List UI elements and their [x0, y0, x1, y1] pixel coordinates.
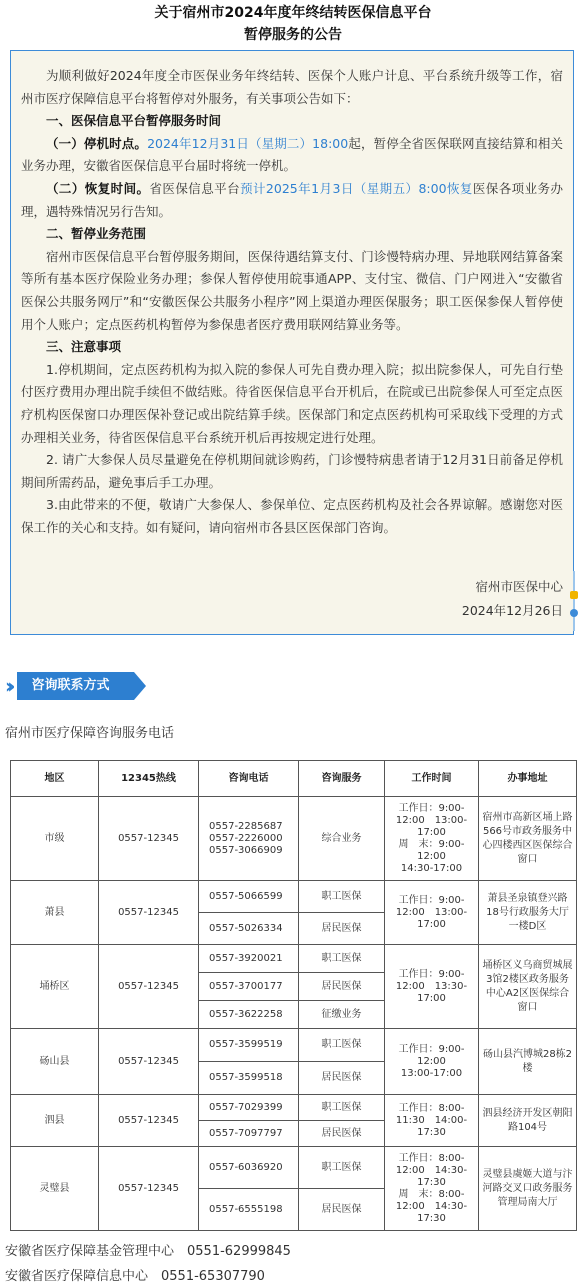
- hours-line: 12:00 13:30-: [395, 980, 468, 992]
- consult-section-header: [5, 672, 134, 700]
- address-cell: 泗县经济开发区朝阳路104号: [479, 1095, 577, 1147]
- resume-pre: 省医保信息平台: [149, 180, 241, 196]
- service-cell: 居民医保: [299, 1189, 385, 1231]
- address-cell: 灵璧县虞姬大道与汴河路交叉口政务服务管理局南大厅: [479, 1147, 577, 1231]
- hours-cell: [385, 1147, 479, 1231]
- hours-line: 工作日：9:00-: [398, 894, 465, 906]
- hours-line: 工作日：9:00-: [398, 1043, 465, 1055]
- double-chevron-right-icon: ››: [5, 674, 10, 698]
- hours-line: 17:00: [417, 826, 446, 838]
- consult-subtitle: 宿州市医疗保障咨询服务电话: [5, 726, 175, 741]
- address-cell: 萧县圣泉镇登兴路18号行政服务大厅一楼D区: [479, 881, 577, 945]
- service-cell: 职工医保: [299, 1147, 385, 1189]
- table-row: [11, 797, 577, 881]
- service-cell: 综合业务: [299, 797, 385, 881]
- notice-title-line2: 暂停服务的公告: [244, 27, 342, 43]
- service-cell: 居民医保: [299, 913, 385, 945]
- hours-cell: [385, 1095, 479, 1147]
- table-row: [11, 945, 577, 973]
- signature-org: 宿州市医保中心: [475, 579, 563, 594]
- service-cell: 居民医保: [299, 1121, 385, 1147]
- phone-cell[interactable]: 0557-6036920: [199, 1147, 299, 1189]
- hours-line: 12:00: [417, 1055, 446, 1067]
- service-cell: 职工医保: [299, 1095, 385, 1121]
- region-cell: 泗县: [11, 1095, 99, 1147]
- hours-cell: [385, 797, 479, 881]
- hours-line: 12:00 14:30-: [395, 1164, 468, 1176]
- notice-intro: 为顺利做好2024年度全市医保业务年终结转、医保个人账户计息、平台系统升级等工作，宿州市医疗保障信息平台将暂停对外服务，有关事项公告如下：: [21, 68, 563, 106]
- phone-cell: [199, 797, 299, 881]
- header-address: 办事地址: [479, 761, 577, 797]
- service-cell: 职工医保: [299, 945, 385, 973]
- section3-paragraph1: 1.停机期间，定点医药机构为拟入院的参保人可先自费办理入院；拟出院参保人，可先自行垫付医疗费用办理出院手续但不做结账。待省医保信息平台开机后，在院或已出院参保人可至定点医疗机构医保窗口办理医保补登记或出院结算手续。医保部门和定点医药机构可采取线下受理的方式办理相关业务，待省医保信息平台系统开机后再按规定进行处理。: [21, 361, 563, 445]
- hotline-cell: 0557-12345: [99, 945, 199, 1029]
- notice-title: [0, 2, 586, 46]
- hours-line: 工作日：8:00-: [398, 1102, 465, 1114]
- service-cell: 职工医保: [299, 1029, 385, 1062]
- header-phone: 咨询电话: [199, 761, 299, 797]
- table-header-row: [11, 761, 577, 797]
- header-hotline: 12345热线: [99, 761, 199, 797]
- section1-paragraph1: [21, 133, 563, 178]
- hotline-cell: 0557-12345: [99, 1147, 199, 1231]
- consult-section-label: 咨询联系方式: [17, 672, 133, 700]
- phone-cell[interactable]: 0557-7097797: [199, 1121, 299, 1147]
- region-cell: 埇桥区: [11, 945, 99, 1029]
- phone-cell[interactable]: 0557-3622258: [199, 1001, 299, 1029]
- phone-cell[interactable]: 0557-7029399: [199, 1095, 299, 1121]
- hours-cell: [385, 881, 479, 945]
- phone-cell[interactable]: 0557-6555198: [199, 1189, 299, 1231]
- service-cell: 征缴业务: [299, 1001, 385, 1029]
- hours-line: 17:00: [417, 992, 446, 1004]
- header-service: 咨询服务: [299, 761, 385, 797]
- hours-line: 12:00 14:30-: [395, 1200, 468, 1212]
- shutdown-time: 2024年12月31日（星期二）18:00: [147, 135, 349, 151]
- region-cell: 萧县: [11, 881, 99, 945]
- hours-line: 12:00 13:00-: [395, 814, 468, 826]
- phone-cell[interactable]: 0557-5026334: [199, 913, 299, 945]
- phone-cell[interactable]: 0557-3599518: [199, 1062, 299, 1095]
- phone-cell[interactable]: 0557-3700177: [199, 973, 299, 1001]
- hours-line: 工作日：9:00-: [398, 802, 465, 814]
- hours-line: 17:00: [417, 918, 446, 930]
- address-cell: 埇桥区义乌商贸城展3馆2楼区政务服务中心A2区医保综合窗口: [479, 945, 577, 1029]
- section1-paragraph2: [21, 178, 563, 223]
- hours-line: 周 末：9:00-: [398, 838, 465, 850]
- phone-number[interactable]: 0557-2226000: [209, 832, 283, 844]
- hours-line: 12:00 13:00-: [395, 906, 468, 918]
- table-row: [11, 1147, 577, 1189]
- region-cell: 市级: [11, 797, 99, 881]
- address-cell: 宿州市高新区埇上路566号市政务服务中心四楼西区医保综合窗口: [479, 797, 577, 881]
- shutdown-text: 起，暂停全省医保联网直接结算和相关业务办理，安徽省医保信息平台届时将统一停机。: [21, 135, 563, 174]
- hours-line: 工作日：8:00-: [398, 1152, 465, 1164]
- contact-table: [10, 760, 577, 1231]
- notice-title-line1: 关于宿州市2024年度年终结转医保信息平台: [154, 5, 432, 21]
- hours-line: 11:30 14:00-: [395, 1114, 468, 1126]
- hours-line: 工作日：9:00-: [398, 968, 465, 980]
- phone-number[interactable]: 0557-3066909: [209, 844, 283, 856]
- hours-line: 17:30: [417, 1126, 446, 1138]
- section2-heading: 二、暂停业务范围: [46, 226, 147, 242]
- phone-cell[interactable]: 0557-3599519: [199, 1029, 299, 1062]
- hours-line: 12:00: [417, 850, 446, 862]
- region-cell: 灵璧县: [11, 1147, 99, 1231]
- resume-label: （二）恢复时间。: [46, 180, 150, 196]
- resume-text: 医保各项业务办理，遇特殊情况另行告知。: [21, 180, 563, 219]
- section3-paragraph2: 2. 请广大参保人员尽量避免在停机期间就诊购药，门诊慢特病患者请于12月31日前备足停机期间所需药品，避免事后手工办理。: [21, 452, 563, 490]
- header-hours: 工作时间: [385, 761, 479, 797]
- hours-cell: [385, 945, 479, 1029]
- signature-date: 2024年12月26日: [461, 603, 563, 618]
- notice-box: [10, 50, 574, 635]
- phone-cell[interactable]: 0557-5066599: [199, 881, 299, 913]
- section3-paragraph3: 3.由此带来的不便，敬请广大参保人、参保单位、定点医药机构及社会各界谅解。感谢您对医保工作的关心和支持。如有疑问，请向宿州市各县区医保部门咨询。: [21, 497, 563, 535]
- hotline-cell: 0557-12345: [99, 1029, 199, 1095]
- resume-time: 预计2025年1月3日（星期五）8:00恢复: [240, 180, 473, 196]
- decor-dot: [570, 609, 578, 617]
- decor-square: [570, 591, 578, 599]
- header-region: 地区: [11, 761, 99, 797]
- hours-cell: [385, 1029, 479, 1095]
- section2-paragraph: 宿州市医保信息平台暂停服务期间，医保待遇结算支付、门诊慢特病办理、异地联网结算备案等所有基本医疗保险业务办理；参保人暂停使用皖事通APP、支付宝、微信、门户网进入“安徽省医保公共服务网厅”和“安徽医保公共服务小程序”网上渠道办理医保服务；职工医保参保人暂停使用个人账户；定点医药机构暂停为参保患者医疗费用联网结算业务等。: [21, 248, 563, 332]
- hours-line: 17:30: [417, 1176, 446, 1188]
- section1-heading: 一、医保信息平台暂停服务时间: [46, 113, 222, 129]
- hotline-cell: 0557-12345: [99, 1095, 199, 1147]
- service-cell: 居民医保: [299, 973, 385, 1001]
- service-cell: 职工医保: [299, 881, 385, 913]
- section3-heading: 三、注意事项: [46, 339, 122, 355]
- table-row: [11, 1029, 577, 1062]
- table-row: [11, 881, 577, 913]
- shutdown-label: （一）停机时点。: [46, 135, 148, 151]
- address-cell: 砀山县汽博城28栋2楼: [479, 1029, 577, 1095]
- decor-line: [573, 571, 575, 631]
- footer-info-center-contact: 安徽省医疗保障信息中心 0551-65307790: [5, 1269, 265, 1284]
- phone-cell[interactable]: 0557-3920021: [199, 945, 299, 973]
- region-cell: 砀山县: [11, 1029, 99, 1095]
- hours-line: 14:30-17:00: [400, 862, 463, 874]
- hotline-cell: 0557-12345: [99, 797, 199, 881]
- table-row: [11, 1095, 577, 1121]
- phone-number[interactable]: 0557-2285687: [209, 820, 283, 832]
- footer-fund-center-contact: 安徽省医疗保障基金管理中心 0551-62999845: [5, 1244, 291, 1259]
- hotline-cell: 0557-12345: [99, 881, 199, 945]
- hours-line: 17:30: [417, 1212, 446, 1224]
- hours-line: 周 末：8:00-: [398, 1188, 465, 1200]
- service-cell: 居民医保: [299, 1062, 385, 1095]
- hours-line: 13:00-17:00: [400, 1067, 463, 1079]
